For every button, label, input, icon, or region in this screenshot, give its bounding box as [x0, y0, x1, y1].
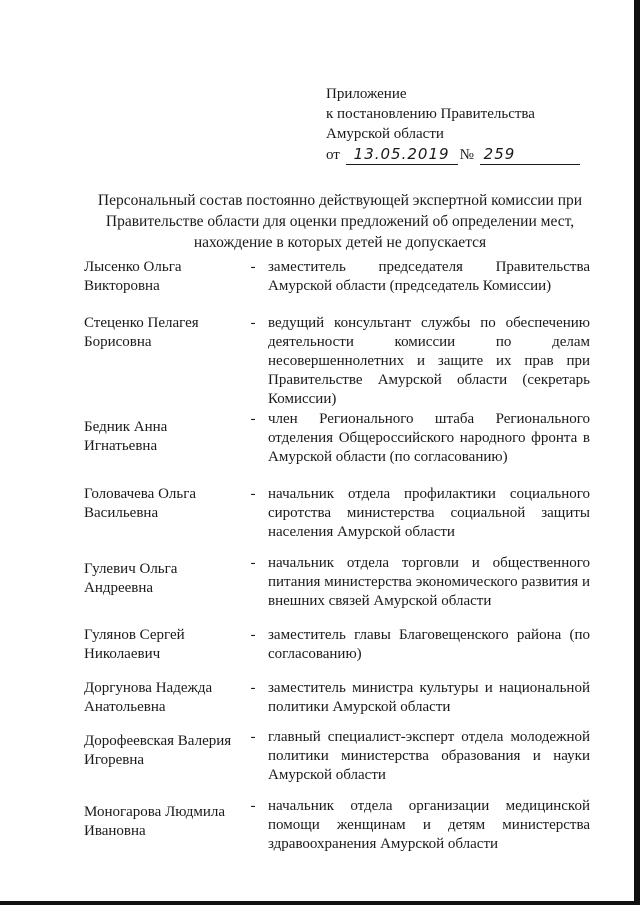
member-name-line: Доргунова Надежда — [84, 680, 213, 696]
member-duty: член Регионального штаба Регионального отделения Общероссийского народного фронта в Амурской области (по согласованию) — [268, 411, 590, 465]
member-name — [84, 803, 254, 841]
member-name — [84, 418, 254, 456]
member-name-line: Андреевна — [84, 580, 154, 596]
member-dash: - — [250, 680, 256, 696]
member-dash: - — [250, 729, 256, 745]
member-duty: начальник отдела торговли и общественного питания министерства экономического развития и внешних связей Амурской области — [268, 555, 590, 609]
member-duty: заместитель министра культуры и национальной политики Амурской области — [268, 680, 590, 715]
member-name — [84, 485, 254, 523]
member-duty: заместитель главы Благовещенского района (по согласованию) — [268, 627, 590, 662]
title-line-3: нахождение в которых детей не допускается — [193, 234, 487, 251]
scan-edge-bottom — [0, 901, 640, 905]
member-name-line: Игоревна — [84, 752, 145, 768]
member-duty: заместитель председателя Правительства Амурской области (председатель Комиссии) — [268, 259, 590, 294]
member-name-line: Васильевна — [84, 505, 159, 521]
member-name-line: Николаевич — [84, 646, 161, 662]
member-name-line: Ивановна — [84, 823, 146, 839]
member-name-line: Головачева Ольга — [84, 486, 197, 502]
member-name-line: Анатольевна — [84, 699, 166, 715]
member-name-line: Моногарова Людмила — [84, 804, 226, 820]
member-name — [84, 258, 254, 296]
member-duty: начальник отдела организации медицинской помощи женщинам и детям министерства здравоохранения Амурской области — [268, 798, 590, 852]
member-name — [84, 732, 254, 770]
member-name — [84, 626, 254, 664]
member-duty: начальник отдела профилактики социального сиротства министерства социальной защиты населения Амурской области — [268, 486, 590, 540]
appendix-date-line — [326, 144, 582, 165]
member-name-line: Гулянов Сергей — [84, 627, 185, 643]
member-name-line: Бедник Анна — [84, 419, 168, 435]
title-line-1: Персональный состав постоянно действующей экспертной комиссии при — [97, 192, 583, 209]
member-dash: - — [250, 315, 256, 331]
member-dash: - — [250, 798, 256, 814]
member-dash: - — [250, 259, 256, 275]
member-name-line: Викторовна — [84, 278, 160, 294]
member-name-line: Борисовна — [84, 334, 152, 350]
member-name-line: Игнатьевна — [84, 438, 158, 454]
document-title — [80, 190, 600, 253]
appendix-label: Приложение — [326, 86, 407, 102]
member-name-line: Гулевич Ольга — [84, 561, 178, 577]
member-name-line: Стеценко Пелагея — [84, 315, 199, 331]
appendix-header — [326, 84, 582, 165]
scan-edge-right — [634, 0, 640, 905]
member-dash: - — [250, 411, 256, 427]
handwritten-number: 259 — [480, 144, 580, 165]
handwritten-date: 13.05.2019 — [346, 144, 458, 165]
date-prefix: от — [326, 147, 340, 163]
title-line-2: Правительстве области для оценки предложений об определении мест, — [105, 213, 575, 230]
appendix-reference: к постановлению Правительства — [326, 106, 535, 122]
member-dash: - — [250, 555, 256, 571]
member-name — [84, 314, 254, 352]
member-name-line: Лысенко Ольга — [84, 259, 182, 275]
member-dash: - — [250, 486, 256, 502]
appendix-region: Амурской области — [326, 126, 444, 142]
member-duty: главный специалист-эксперт отдела молодежной политики министерства образования и науки Амурской области — [268, 729, 590, 783]
number-prefix: № — [459, 147, 474, 163]
member-name — [84, 560, 254, 598]
member-name-line: Дорофеевская Валерия — [84, 733, 232, 749]
member-duty: ведущий консультант службы по обеспечению деятельности комиссии по делам несовершеннолетних и защите их прав при Правительстве Амурской области (секретарь Комиссии) — [268, 315, 590, 407]
member-name — [84, 679, 254, 717]
member-dash: - — [250, 627, 256, 643]
